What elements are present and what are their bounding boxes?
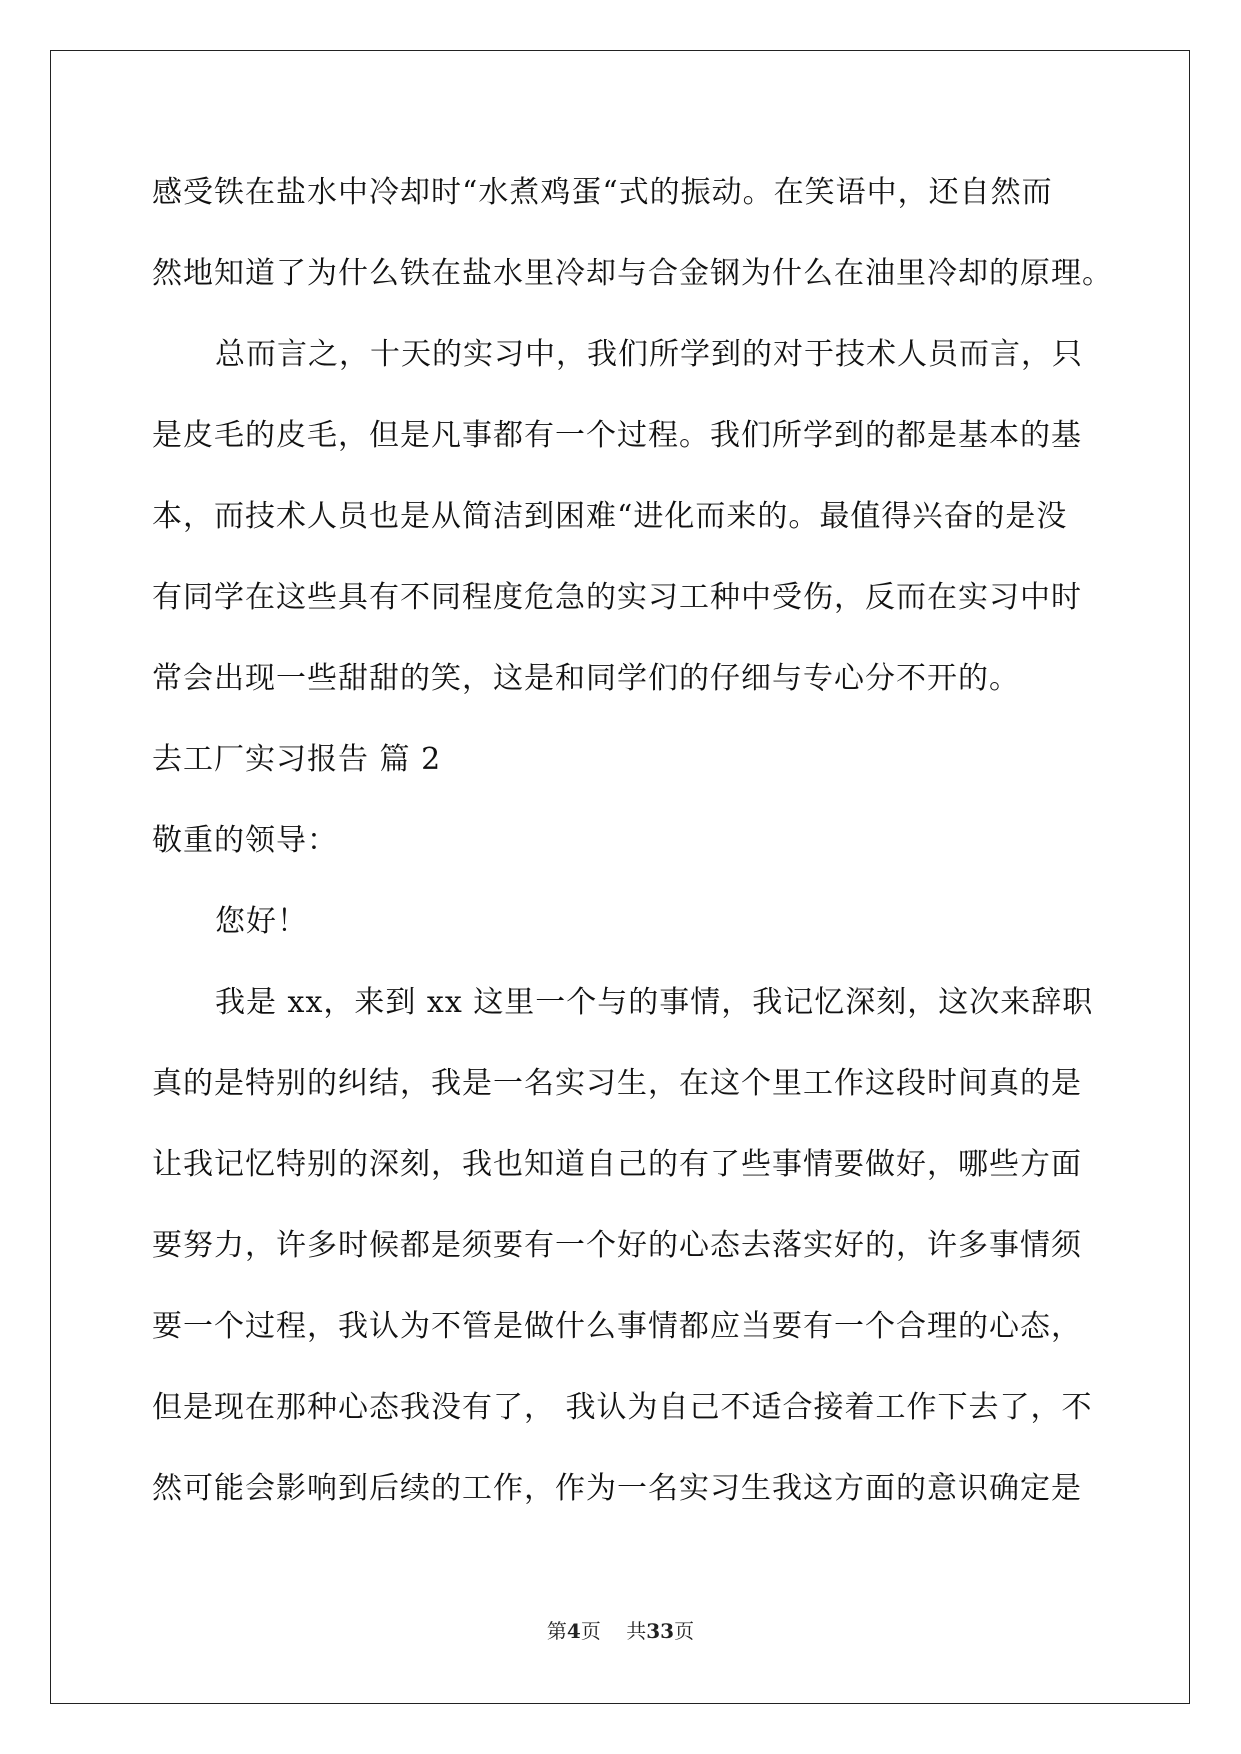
text-line: 然可能会影响到后续的工作，作为一名实习生我这方面的意识确定是 xyxy=(152,1471,1082,1506)
greeting: 您好！ xyxy=(215,904,308,939)
section-heading: 去工厂实习报告 篇 2 xyxy=(152,742,442,777)
text-line: 但是现在那种心态我没有了， 我认为自己不适合接着工作下去了，不 xyxy=(152,1390,1093,1425)
text-line: 让我记忆特别的深刻，我也知道自己的有了些事情要做好，哪些方面 xyxy=(152,1147,1082,1182)
salutation: 敬重的领导： xyxy=(152,823,338,858)
document-body xyxy=(152,165,1113,1542)
text-line: 感受铁在盐水中冷却时“水煮鸡蛋“式的振动。在笑语中，还自然而 xyxy=(152,175,1053,210)
paragraph-start-line: 我是 xx，来到 xx 这里一个与的事情，我记忆深刻，这次来辞职 xyxy=(215,985,1094,1020)
footer-middle: 页 共 xyxy=(580,1619,647,1643)
total-page-count: 33 xyxy=(646,1619,675,1643)
text-line: 要努力，许多时候都是须要有一个好的心态去落实好的，许多事情须 xyxy=(152,1228,1082,1263)
text-line: 真的是特别的纠结，我是一名实习生，在这个里工作这段时间真的是 xyxy=(152,1066,1082,1101)
text-line: 本，而技术人员也是从简洁到困难“进化而来的。最值得兴奋的是没 xyxy=(152,499,1068,534)
text-line: 然地知道了为什么铁在盐水里冷却与合金钢为什么在油里冷却的原理。 xyxy=(152,256,1113,291)
text-line: 要一个过程，我认为不管是做什么事情都应当要有一个合理的心态， xyxy=(152,1309,1082,1344)
text-line: 有同学在这些具有不同程度危急的实习工种中受伤，反而在实习中时 xyxy=(152,580,1082,615)
footer-suffix: 页 xyxy=(674,1619,695,1643)
text-line: 常会出现一些甜甜的笑，这是和同学们的仔细与专心分不开的。 xyxy=(152,661,1020,696)
paragraph-start-line: 总而言之，十天的实习中，我们所学到的对于技术人员而言，只 xyxy=(215,337,1083,372)
footer-prefix: 第 xyxy=(546,1619,567,1643)
text-line: 是皮毛的皮毛，但是凡事都有一个过程。我们所学到的都是基本的基 xyxy=(152,418,1082,453)
current-page-number: 4 xyxy=(566,1619,581,1643)
page-footer xyxy=(0,1615,1241,1644)
